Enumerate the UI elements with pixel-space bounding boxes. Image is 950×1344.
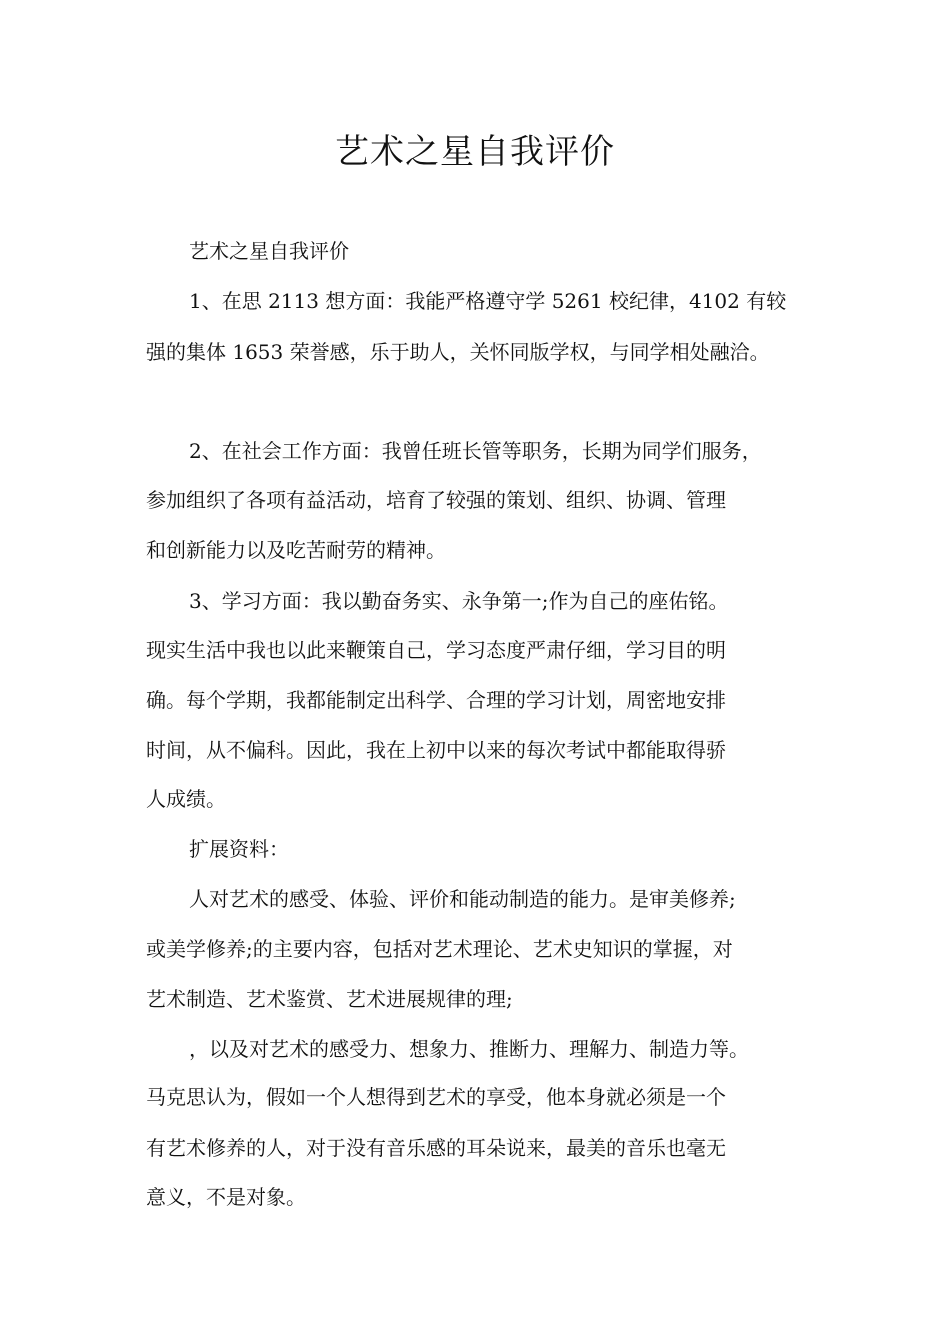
paragraph-5-line-4: 意义，不是对象。 bbox=[146, 1185, 306, 1209]
paragraph-5-line-1: ，以及对艺术的感受力、想象力、推断力、理解力、制造力等。 bbox=[189, 1037, 749, 1061]
extension-heading: 扩展资料： bbox=[189, 837, 289, 861]
paragraph-2-line-1: 2、在社会工作方面：我曾任班长管等职务，长期为同学们服务， bbox=[189, 439, 762, 463]
paragraph-3-line-2: 现实生活中我也以此来鞭策自己，学习态度严肃仔细，学习目的明 bbox=[146, 638, 726, 662]
paragraph-3-line-4: 时间，从不偏科。因此，我在上初中以来的每次考试中都能取得骄 bbox=[146, 738, 726, 762]
paragraph-3-line-1: 3、学习方面：我以勤奋务实、永争第一;作为自己的座佑铭。 bbox=[189, 589, 729, 613]
paragraph-3-line-3: 确。每个学期，我都能制定出科学、合理的学习计划，周密地安排 bbox=[146, 688, 726, 712]
paragraph-4-line-1: 人对艺术的感受、体验、评价和能动制造的能力。是审美修养; bbox=[189, 887, 736, 911]
paragraph-2-line-3: 和创新能力以及吃苦耐劳的精神。 bbox=[146, 538, 446, 562]
paragraph-4-line-3: 艺术制造、艺术鉴赏、艺术进展规律的理; bbox=[146, 987, 513, 1011]
paragraph-1-line-2: 强的集体 1653 荣誉感，乐于助人，关怀同版学权，与同学相处融洽。 bbox=[146, 340, 770, 364]
paragraph-3-line-5: 人成绩。 bbox=[146, 787, 226, 811]
paragraph-4-line-2: 或美学修养;的主要内容，包括对艺术理论、艺术史知识的掌握，对 bbox=[146, 937, 733, 961]
paragraph-1-line-1: 1、在思 2113 想方面：我能严格遵守学 5261 校纪律，4102 有较 bbox=[189, 289, 787, 313]
subtitle-line: 艺术之星自我评价 bbox=[189, 239, 349, 263]
paragraph-5-line-2: 马克思认为，假如一个人想得到艺术的享受，他本身就必须是一个 bbox=[146, 1085, 726, 1109]
paragraph-5-line-3: 有艺术修养的人，对于没有音乐感的耳朵说来，最美的音乐也毫无 bbox=[146, 1136, 726, 1160]
paragraph-2-line-2: 参加组织了各项有益活动，培育了较强的策划、组织、协调、管理 bbox=[146, 488, 726, 512]
document-title: 艺术之星自我评价 bbox=[335, 132, 615, 172]
